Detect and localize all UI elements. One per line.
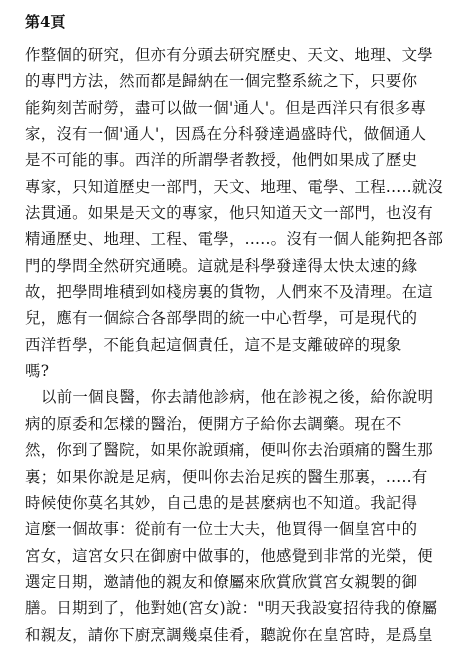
text-line: 作整個的研究，但亦有分頭去研究歷史、天文、地理、文學	[25, 46, 433, 64]
text-line: 精通歷史、地理、工程、電學，.....。沒有一個人能夠把各部	[25, 230, 444, 249]
text-line: 膳。日期到了，他對她(宮女)說："明天我設宴招待我的僚屬	[25, 599, 438, 618]
text-line: 時候使你莫名其妙，自己患的是甚麼病也不知道。我記得	[25, 493, 418, 512]
text-line: 故，把學問堆積到如棧房裏的貨物，人們來不及清理。在這	[25, 283, 433, 302]
text-line: 裏；如果你說是足病，便叫你去治足疾的醫生那裏，.....有	[25, 467, 428, 486]
text-line: 專家，只知道歷史一部門，天文、地理、電學、工程.....就沒	[25, 177, 444, 196]
text-line: 兒，應有一個綜合各部學問的統一中心哲學，可是現代的	[25, 309, 418, 328]
page-number-heading: 第4頁	[25, 13, 66, 31]
text-line: 嗎?	[25, 362, 50, 381]
text-line: 宮女，這宮女只在御廚中做事的，他感覺到非常的光榮，便	[25, 546, 433, 565]
text-line: 家，沒有一個'通人'，因爲在分科發達過盛時代，做個通人	[25, 125, 427, 144]
body-text	[25, 42, 444, 648]
text-line: 是不可能的事。西洋的所謂學者教授，他們如果成了歷史	[25, 151, 418, 170]
text-line-paragraph-start: 以前一個良醫，你去請他診病，他在診視之後，給你說明	[41, 388, 434, 407]
text-line: 和親友，請你下廚烹調幾桌佳肴，聽說你在皇宮時，是爲皇	[25, 625, 433, 644]
text-line: 這麼一個故事：從前有一位士大夫，他買得一個皇宮中的	[25, 520, 418, 539]
text-line: 的專門方法，然而都是歸納在一個完整系統之下，只要你	[25, 72, 418, 91]
text-line: 選定日期，邀請他的親友和僚屬來欣賞欣賞宮女親製的御	[25, 572, 418, 591]
text-line: 病的原委和怎樣的醫治，便開方子給你去調藥。現在不	[25, 414, 402, 433]
text-line: 能夠刻苦耐勞，盡可以做一個'通人'。但是西洋只有很多專	[25, 98, 427, 117]
text-line: 法貫通。如果是天文的專家，他只知道天文一部門，也沒有	[25, 204, 433, 223]
text-line: 然，你到了醫院，如果你說頭痛，便叫你去治頭痛的醫生那	[25, 441, 433, 460]
text-line: 門的學問全然研究通曉。這就是科學發達得太快太速的緣	[25, 256, 418, 275]
text-line: 西洋哲學，不能負起這個責任，這不是支離破碎的現象	[25, 335, 402, 354]
